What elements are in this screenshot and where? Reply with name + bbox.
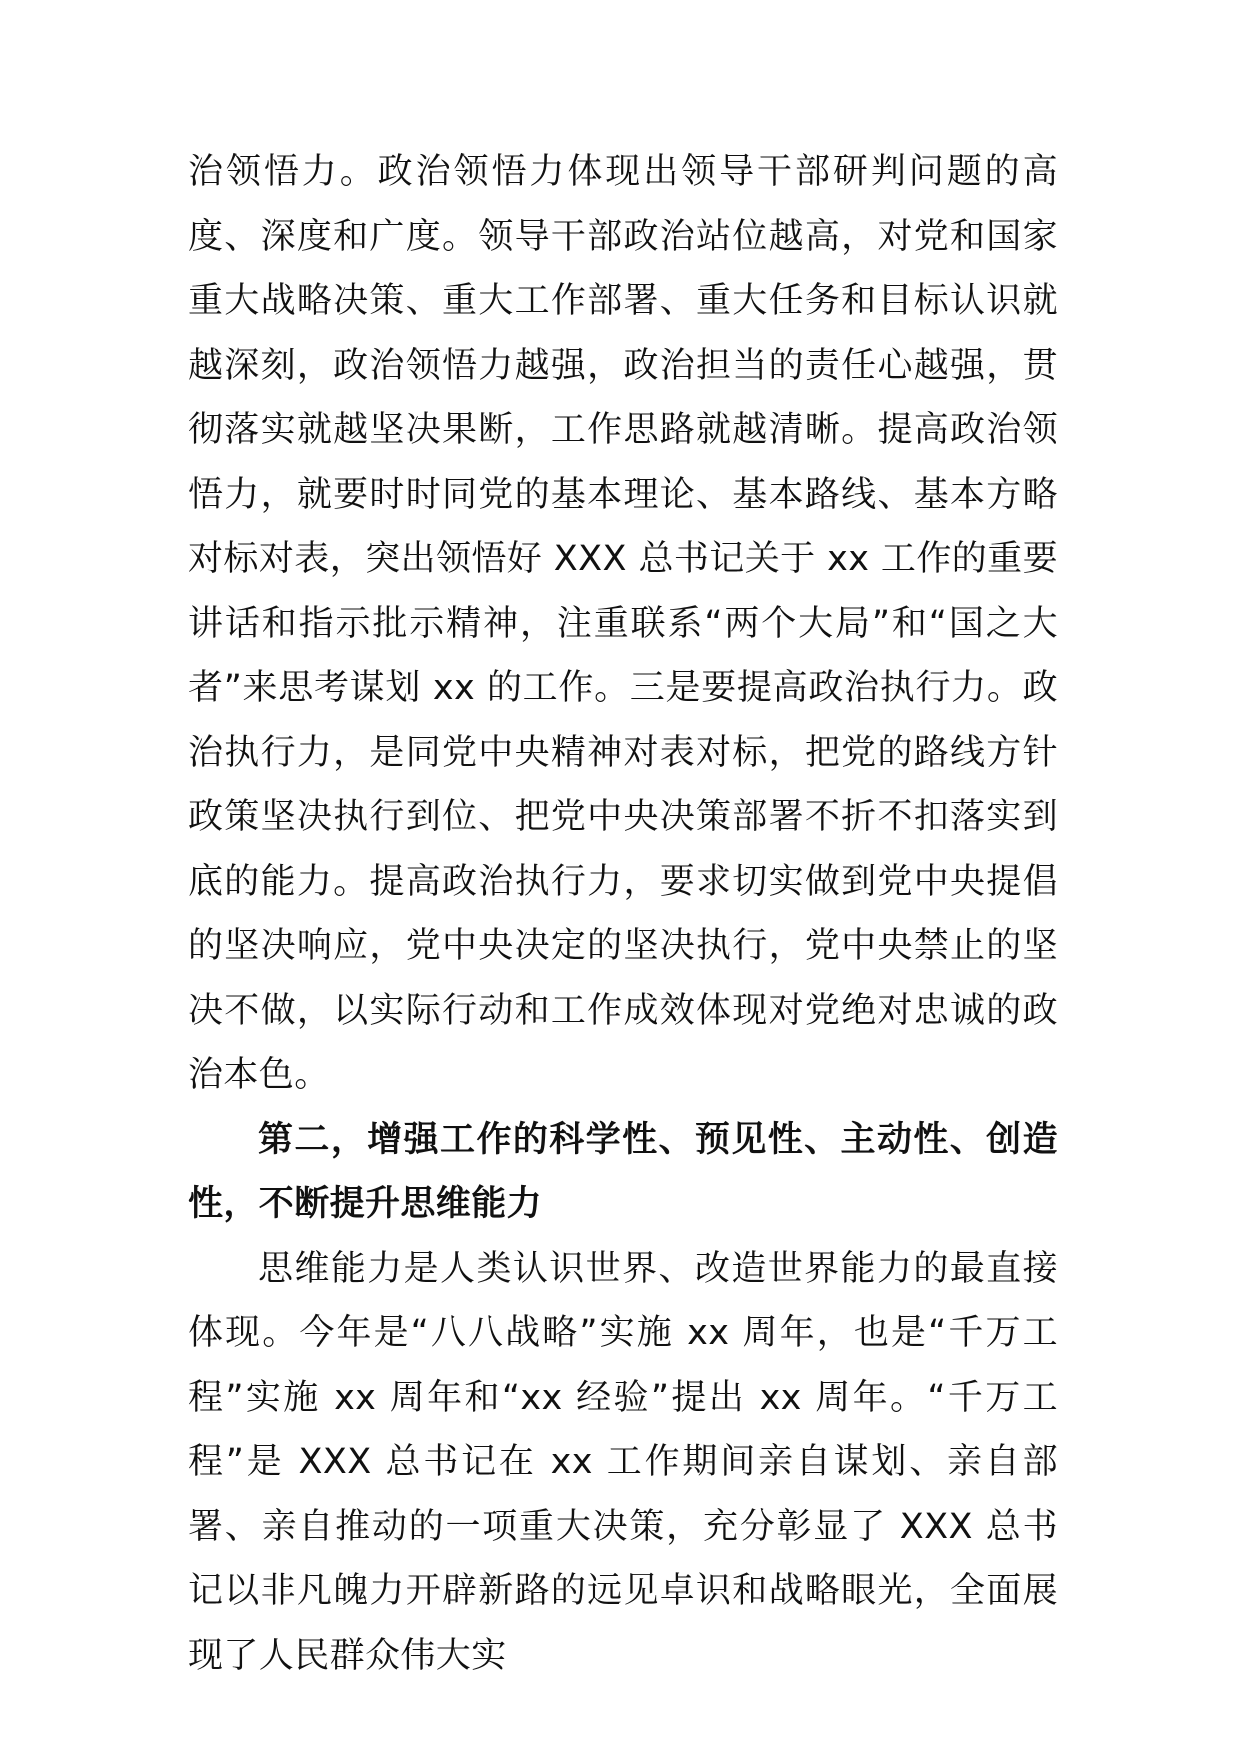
paragraph-thinking-ability: 思维能力是人类认识世界、改造世界能力的最直接体现。今年是“八八战略”实施 xx 周年，也是“千万工程”实施 xx 周年和“xx 经验”提出 xx 周年。“千万工程”是 XXX 总书记在 xx 工作期间亲自谋划、亲自部署、亲自推动的一项重大决策，充分彰显了 XXX 总书记以非凡魄力开辟新路的远见卓识和战略眼光，全面展现了人民群众伟大实 [188,1248,1058,1676]
document-body [188,140,1058,1688]
section-heading-thinking-ability: 第二，增强工作的科学性、预见性、主动性、创造性，不断提升思维能力 [188,1119,1058,1224]
paragraph-political-comprehension: 治领悟力。政治领悟力体现出领导干部研判问题的高度、深度和广度。领导干部政治站位越高，对党和国家重大战略决策、重大工作部署、重大任务和目标认识就越深刻，政治领悟力越强，政治担当的责任心越强，贯彻落实就越坚决果断，工作思路就越清晰。提高政治领悟力，就要时时同党的基本理论、基本路线、基本方略对标对表，突出领悟好 XXX 总书记关于 xx 工作的重要讲话和指示批示精神，注重联系“两个大局”和“国之大者”来思考谋划 xx 的工作。三是要提高政治执行力。政治执行力，是同党中央精神对表对标，把党的路线方针政策坚决执行到位、把党中央决策部署不折不扣落实到底的能力。提高政治执行力，要求切实做到党中央提倡的坚决响应，党中央决定的坚决执行，党中央禁止的坚决不做，以实际行动和工作成效体现对党绝对忠诚的政治本色。 [188,152,1058,1095]
